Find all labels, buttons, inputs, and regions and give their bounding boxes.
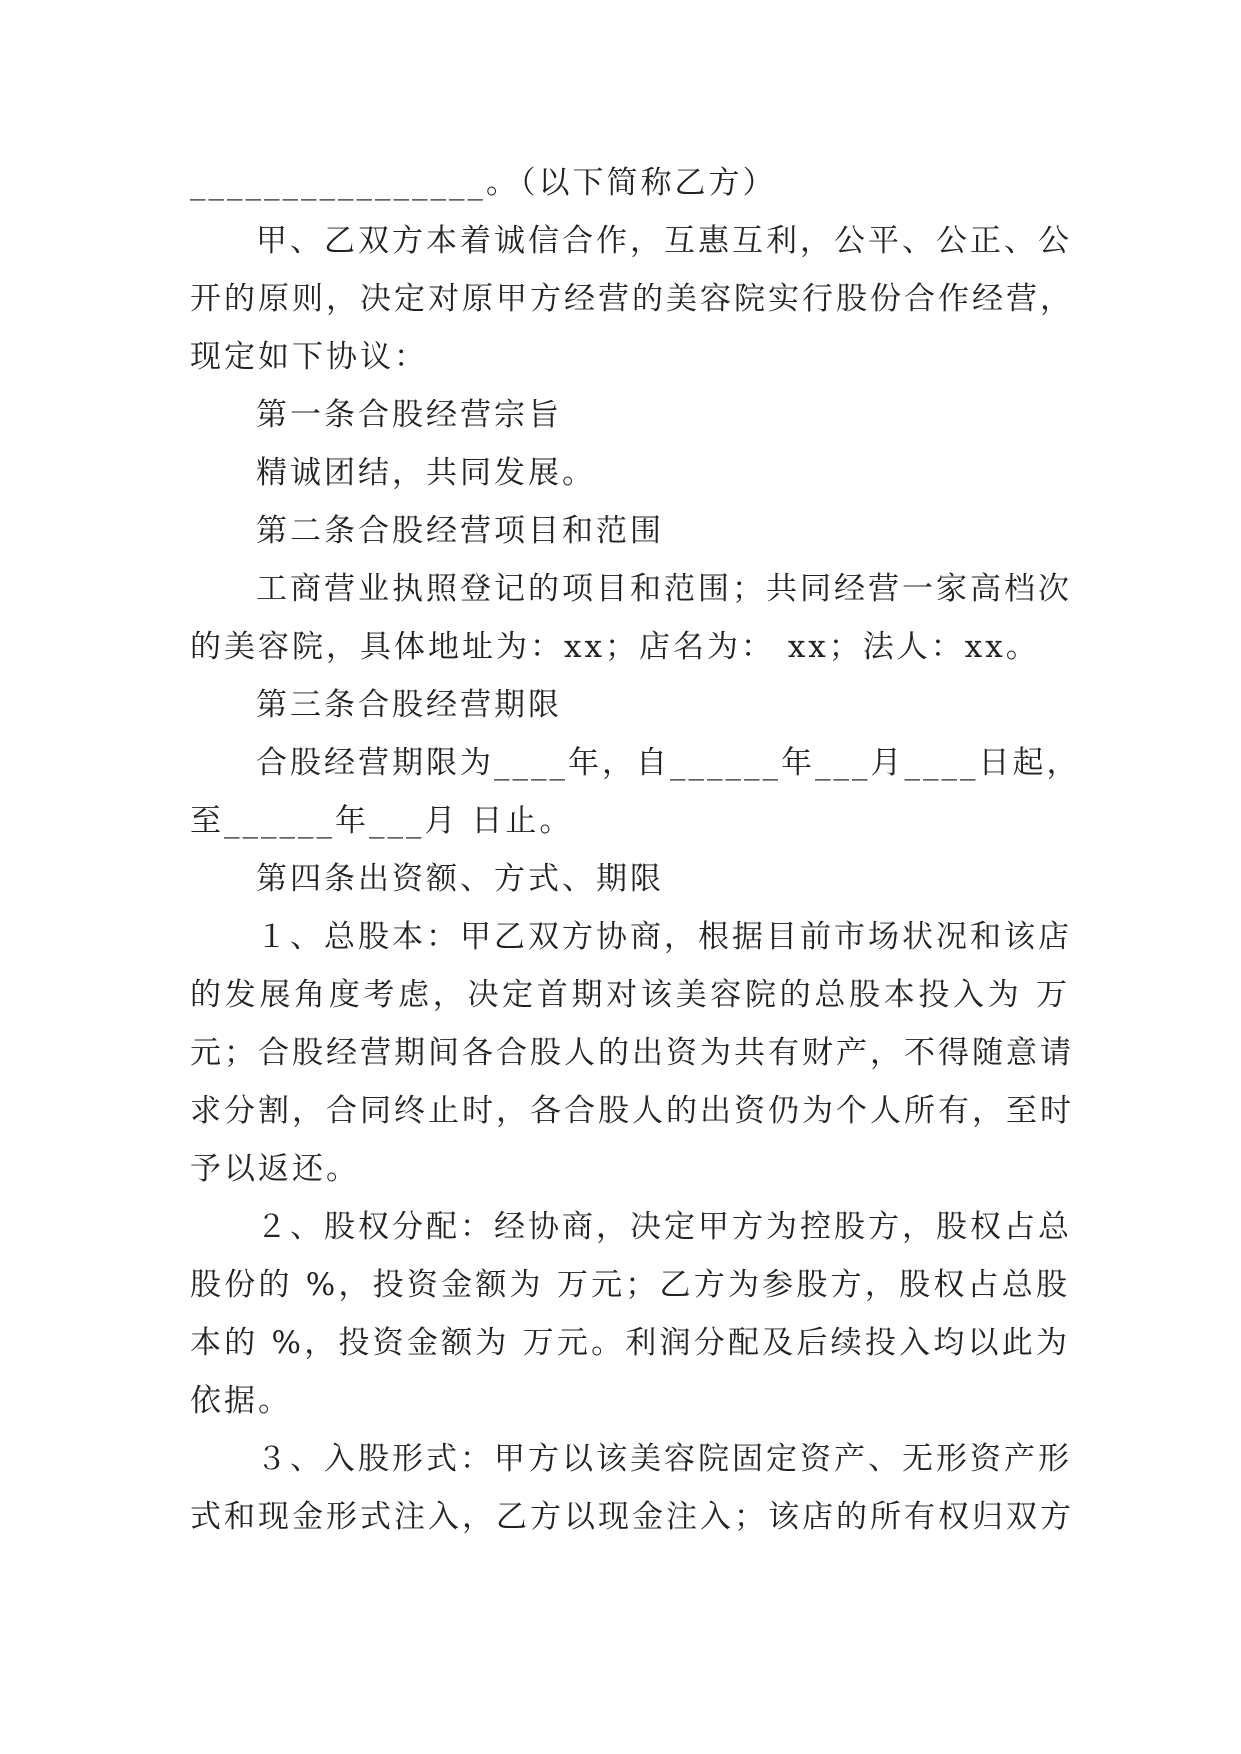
article-3-heading: 第三条合股经营期限 <box>256 687 562 723</box>
clause-1-line-4: 求分割，合同终止时，各合股人的出资仍为个人所有，至时 <box>190 1093 1074 1129</box>
clause-2-line-1: ２、股权分配：经协商，决定甲方为控股方，股权占总 <box>256 1209 1072 1245</box>
clause-2-line-4: 依据。 <box>190 1383 292 1419</box>
clause-2-line-2: 股份的 %，投资金额为 万元；乙方为参股方，股权占总股 <box>190 1267 1070 1303</box>
clause-1-line-2: 的发展角度考虑，决定首期对该美容院的总股本投入为 万 <box>190 977 1070 1013</box>
article-3-body-2: 至______年___月 日止。 <box>190 803 574 839</box>
article-1-heading: 第一条合股经营宗旨 <box>256 397 562 433</box>
clause-3-line-1: ３、入股形式：甲方以该美容院固定资产、无形资产形 <box>256 1441 1072 1477</box>
article-4-heading: 第四条出资额、方式、期限 <box>256 861 664 897</box>
line-preamble-2: 开的原则，决定对原甲方经营的美容院实行股份合作经营， <box>190 281 1074 317</box>
clause-3-line-2: 式和现金形式注入，乙方以现金注入；该店的所有权归双方 <box>190 1499 1074 1535</box>
article-3-body-1: 合股经营期限为____年，自______年___月____日起， <box>256 745 1081 781</box>
line-preamble-3: 现定如下协议： <box>190 339 428 375</box>
article-2-heading: 第二条合股经营项目和范围 <box>256 513 664 549</box>
clause-1-line-1: １、总股本：甲乙双方协商，根据目前市场状况和该店 <box>256 919 1072 955</box>
clause-1-line-5: 予以返还。 <box>190 1151 360 1187</box>
article-2-body-2: 的美容院，具体地址为：xx；店名为： xx；法人：xx。 <box>190 629 1040 665</box>
article-2-body-1: 工商营业执照登记的项目和范围；共同经营一家高档次 <box>256 571 1072 607</box>
line-preamble-1: 甲、乙双方本着诚信合作，互惠互利，公平、公正、公 <box>256 223 1072 259</box>
article-1-body: 精诚团结，共同发展。 <box>256 455 596 491</box>
clause-1-line-3: 元；合股经营期间各合股人的出资为共有财产，不得随意请 <box>190 1035 1074 1071</box>
clause-2-line-3: 本的 %，投资金额为 万元。利润分配及后续投入均以此为 <box>190 1325 1070 1361</box>
line-party-b-blank: ________________。（以下简称乙方） <box>190 165 777 201</box>
